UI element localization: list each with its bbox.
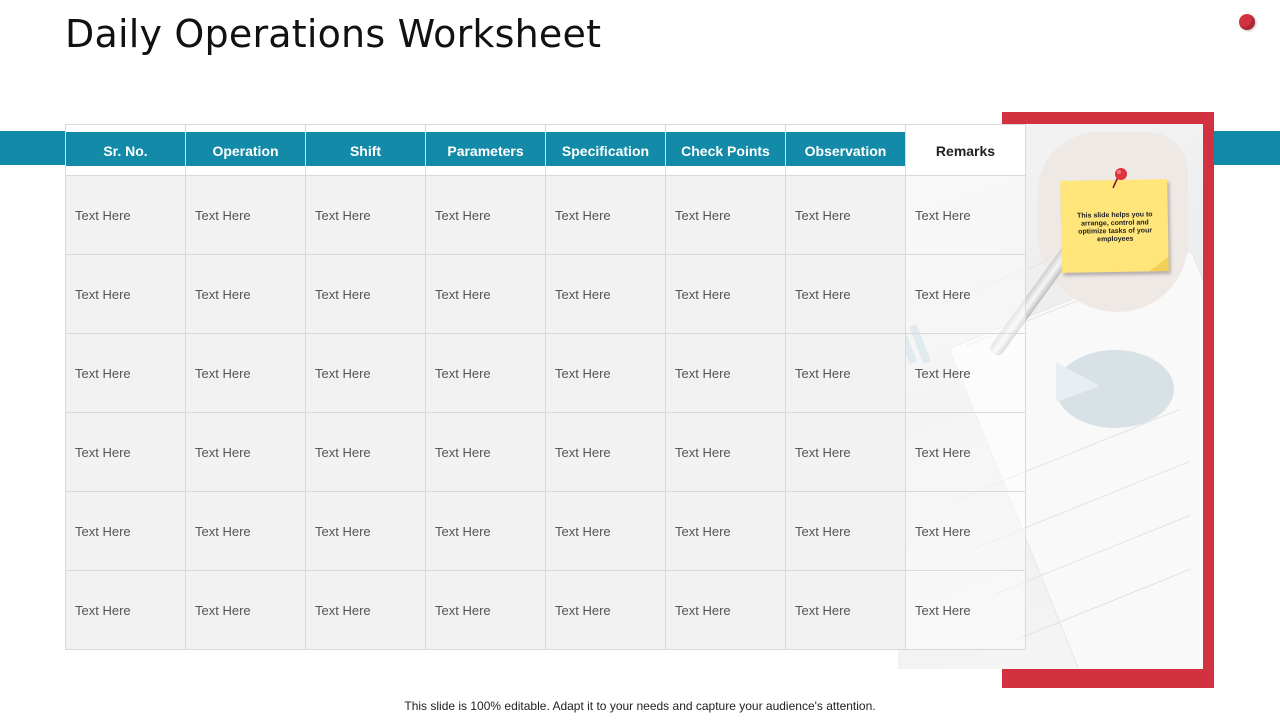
- column-header-sr-no: Sr. No.: [66, 125, 186, 176]
- table-cell[interactable]: Text Here: [186, 255, 306, 334]
- push-pin-icon: [1110, 167, 1130, 189]
- sticky-note: [1060, 179, 1169, 273]
- table-cell[interactable]: Text Here: [186, 571, 306, 650]
- table-cell[interactable]: Text Here: [66, 255, 186, 334]
- table-row: [66, 255, 1026, 334]
- table-cell[interactable]: Text Here: [666, 176, 786, 255]
- table-cell[interactable]: Text Here: [306, 334, 426, 413]
- table-cell[interactable]: Text Here: [306, 255, 426, 334]
- table-cell[interactable]: Text Here: [426, 571, 546, 650]
- table-cell[interactable]: Text Here: [306, 492, 426, 571]
- table-cell[interactable]: Text Here: [906, 334, 1026, 413]
- column-header-observation: Observation: [786, 125, 906, 176]
- column-header-remarks: Remarks: [906, 125, 1026, 176]
- table-cell[interactable]: Text Here: [666, 255, 786, 334]
- table-cell[interactable]: Text Here: [666, 413, 786, 492]
- table-cell[interactable]: Text Here: [906, 571, 1026, 650]
- table-row: [66, 334, 1026, 413]
- table-cell[interactable]: Text Here: [546, 571, 666, 650]
- table-cell[interactable]: Text Here: [666, 492, 786, 571]
- header-row: [66, 125, 1026, 176]
- page-title: Daily Operations Worksheet: [65, 12, 602, 56]
- table-cell[interactable]: Text Here: [66, 413, 186, 492]
- table-cell[interactable]: Text Here: [186, 334, 306, 413]
- table-cell[interactable]: Text Here: [306, 571, 426, 650]
- table-cell[interactable]: Text Here: [906, 492, 1026, 571]
- table-cell[interactable]: Text Here: [66, 492, 186, 571]
- table-cell[interactable]: Text Here: [66, 571, 186, 650]
- table-row: [66, 413, 1026, 492]
- table-row: [66, 571, 1026, 650]
- record-dot-icon: [1239, 14, 1255, 30]
- sticky-note-text: This slide helps you to arrange, control and optimize tasks of your employees: [1077, 211, 1153, 244]
- footer-note: This slide is 100% editable. Adapt it to your needs and capture your audience's attention.: [404, 699, 876, 713]
- table-cell[interactable]: Text Here: [546, 492, 666, 571]
- table-cell[interactable]: Text Here: [786, 334, 906, 413]
- table-cell[interactable]: Text Here: [786, 571, 906, 650]
- table-cell[interactable]: Text Here: [426, 413, 546, 492]
- column-header-operation: Operation: [186, 125, 306, 176]
- table-cell[interactable]: Text Here: [306, 413, 426, 492]
- table-cell[interactable]: Text Here: [786, 492, 906, 571]
- worksheet-table: [65, 124, 1026, 650]
- table-cell[interactable]: Text Here: [786, 413, 906, 492]
- table-cell[interactable]: Text Here: [786, 176, 906, 255]
- table-cell[interactable]: Text Here: [186, 413, 306, 492]
- table-cell[interactable]: Text Here: [546, 413, 666, 492]
- table-cell[interactable]: Text Here: [906, 176, 1026, 255]
- table-cell[interactable]: Text Here: [426, 492, 546, 571]
- table-cell[interactable]: Text Here: [66, 334, 186, 413]
- table-cell[interactable]: Text Here: [786, 255, 906, 334]
- table-cell[interactable]: Text Here: [546, 176, 666, 255]
- table-cell[interactable]: Text Here: [186, 176, 306, 255]
- table-cell[interactable]: Text Here: [426, 176, 546, 255]
- table-cell[interactable]: Text Here: [426, 334, 546, 413]
- table-cell[interactable]: Text Here: [546, 334, 666, 413]
- table-row: [66, 176, 1026, 255]
- table-cell[interactable]: Text Here: [906, 413, 1026, 492]
- table-cell[interactable]: Text Here: [66, 176, 186, 255]
- column-header-check-points: Check Points: [666, 125, 786, 176]
- column-header-specification: Specification: [546, 125, 666, 176]
- table-cell[interactable]: Text Here: [426, 255, 546, 334]
- table-cell[interactable]: Text Here: [546, 255, 666, 334]
- column-header-parameters: Parameters: [426, 125, 546, 176]
- table-cell[interactable]: Text Here: [306, 176, 426, 255]
- table-cell[interactable]: Text Here: [666, 571, 786, 650]
- column-header-shift: Shift: [306, 125, 426, 176]
- table-row: [66, 492, 1026, 571]
- table-cell[interactable]: Text Here: [906, 255, 1026, 334]
- table-cell[interactable]: Text Here: [186, 492, 306, 571]
- table-cell[interactable]: Text Here: [666, 334, 786, 413]
